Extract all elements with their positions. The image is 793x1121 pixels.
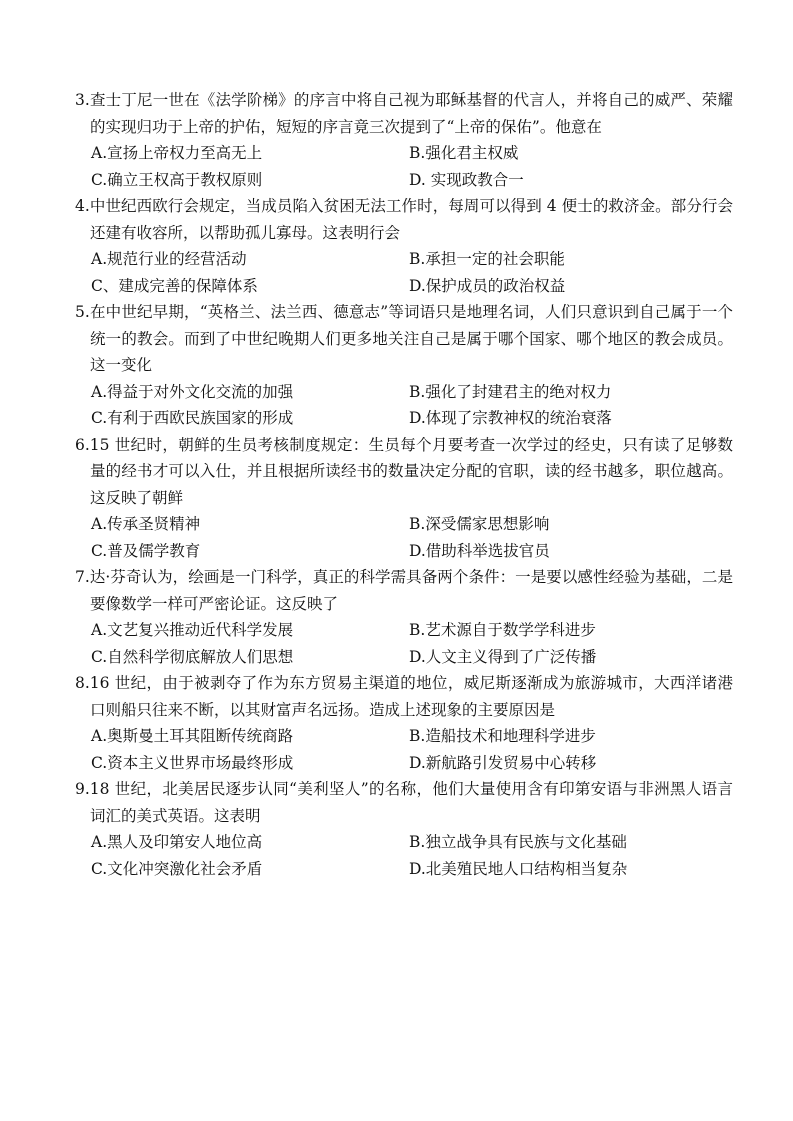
option-a: A.奥斯曼土耳其阻断传统商路 (91, 727, 294, 745)
question-number: 6. (75, 435, 90, 454)
question-stem (75, 776, 733, 829)
option-b: B.造船技术和地理科学进步 (409, 727, 596, 745)
question-stem (75, 193, 733, 246)
question-9 (75, 776, 733, 882)
question-8 (75, 670, 733, 776)
option-c: C.有利于西欧民族国家的形成 (91, 409, 294, 427)
option-d: D.新航路引发贸易中心转移 (409, 753, 597, 772)
question-text: 16 世纪，由于被剥夺了作为东方贸易主渠道的地位，威尼斯逐渐成为旅游城市，大西洋诸港口则船只往来不断，以其财富声名远扬。造成上述现象的主要原因是 (89, 674, 733, 719)
option-b: B.艺术源自于数学学科进步 (409, 621, 596, 639)
question-number: 7. (75, 568, 90, 586)
options-grid (75, 379, 733, 432)
question-stem (75, 87, 733, 140)
option-a: A.传承圣贤精神 (91, 515, 201, 533)
question-number: 3. (75, 91, 90, 109)
option-c: C.自然科学彻底解放人们思想 (91, 647, 294, 666)
question-3 (75, 87, 733, 193)
option-d: D.体现了宗教神权的统治衰落 (409, 409, 612, 427)
question-text: 15 世纪时，朝鲜的生员考核制度规定：生员每个月要考查一次学过的经史，只有读了足够数量的经书才可以入仕，并且根据所读经书的数量决定分配的官职，读的经书越多，职位越高。这反映了朝鲜 (89, 435, 733, 507)
options-grid (75, 511, 733, 564)
question-6 (75, 432, 733, 565)
option-b: B.承担一定的社会职能 (409, 250, 565, 268)
options-grid (75, 140, 733, 193)
option-a: A.黑人及印第安人地位高 (91, 833, 263, 851)
question-stem (75, 670, 733, 723)
option-c: C.资本主义世界市场最终形成 (91, 753, 294, 772)
question-text: 在中世纪早期，“英格兰、法兰西、德意志”等词语只是地理名词，人们只意识到自己属于一个统一的教会。而到了中世纪晚期人们更多地关注自己是属于哪个国家、哪个地区的教会成员。这一变化 (89, 303, 733, 374)
question-7 (75, 564, 733, 670)
option-b: B.强化了封建君主的绝对权力 (409, 382, 612, 401)
options-grid (75, 829, 733, 882)
question-5 (75, 299, 733, 432)
option-d: D.人文主义得到了广泛传播 (409, 647, 597, 666)
options-grid (75, 617, 733, 670)
option-d: D.北美殖民地人口结构相当复杂 (409, 859, 628, 878)
question-number: 9. (75, 780, 90, 798)
option-d: D.借助科举选拔官员 (409, 541, 550, 560)
option-c: C.普及儒学教育 (91, 541, 201, 560)
option-d: D. 实现政教合一 (409, 170, 524, 189)
question-text: 查士丁尼一世在《法学阶梯》的序言中将自己视为耶稣基督的代言人，并将自己的威严、荣耀的实现归功于上帝的护佑，短短的序言竟三次提到了“上帝的保佑”。他意在 (89, 91, 733, 136)
option-c: C.确立王权高于教权原则 (91, 170, 263, 189)
question-text: 中世纪西欧行会规定，当成员陷入贫困无法工作时，每周可以得到 4 便士的救济金。部分行会还建有收容所，以帮助孤儿寡母。这表明行会 (89, 197, 733, 242)
option-a: A.规范行业的经营活动 (91, 250, 247, 268)
options-grid (75, 246, 733, 299)
option-c: C、建成完善的保障体系 (91, 276, 258, 295)
question-number: 4. (75, 197, 90, 215)
question-text: 达·芬奇认为，绘画是一门科学，真正的科学需具备两个条件：一是要以感性经验为基础，二是要像数学一样可严密论证。这反映了 (89, 568, 733, 613)
question-number: 8. (75, 674, 90, 692)
options-grid (75, 723, 733, 776)
question-stem (75, 299, 733, 379)
option-b: B.独立战争具有民族与文化基础 (409, 833, 627, 851)
question-stem (75, 564, 733, 617)
question-text: 18 世纪，北美居民逐步认同“美利坚人”的名称，他们大量使用含有印第安语与非洲黑人语言词汇的美式英语。这表明 (89, 780, 733, 825)
option-a: A.得益于对外文化交流的加强 (91, 382, 294, 401)
question-stem (75, 432, 733, 512)
option-c: C.文化冲突激化社会矛盾 (91, 859, 263, 878)
question-number: 5. (75, 303, 90, 321)
question-4 (75, 193, 733, 299)
option-b: B.强化君主权威 (409, 144, 519, 162)
option-a: A.文艺复兴推动近代科学发展 (91, 621, 294, 639)
option-b: B.深受儒家思想影响 (409, 515, 550, 533)
option-a: A.宣扬上帝权力至高无上 (91, 144, 263, 162)
option-d: D.保护成员的政治权益 (409, 276, 566, 295)
